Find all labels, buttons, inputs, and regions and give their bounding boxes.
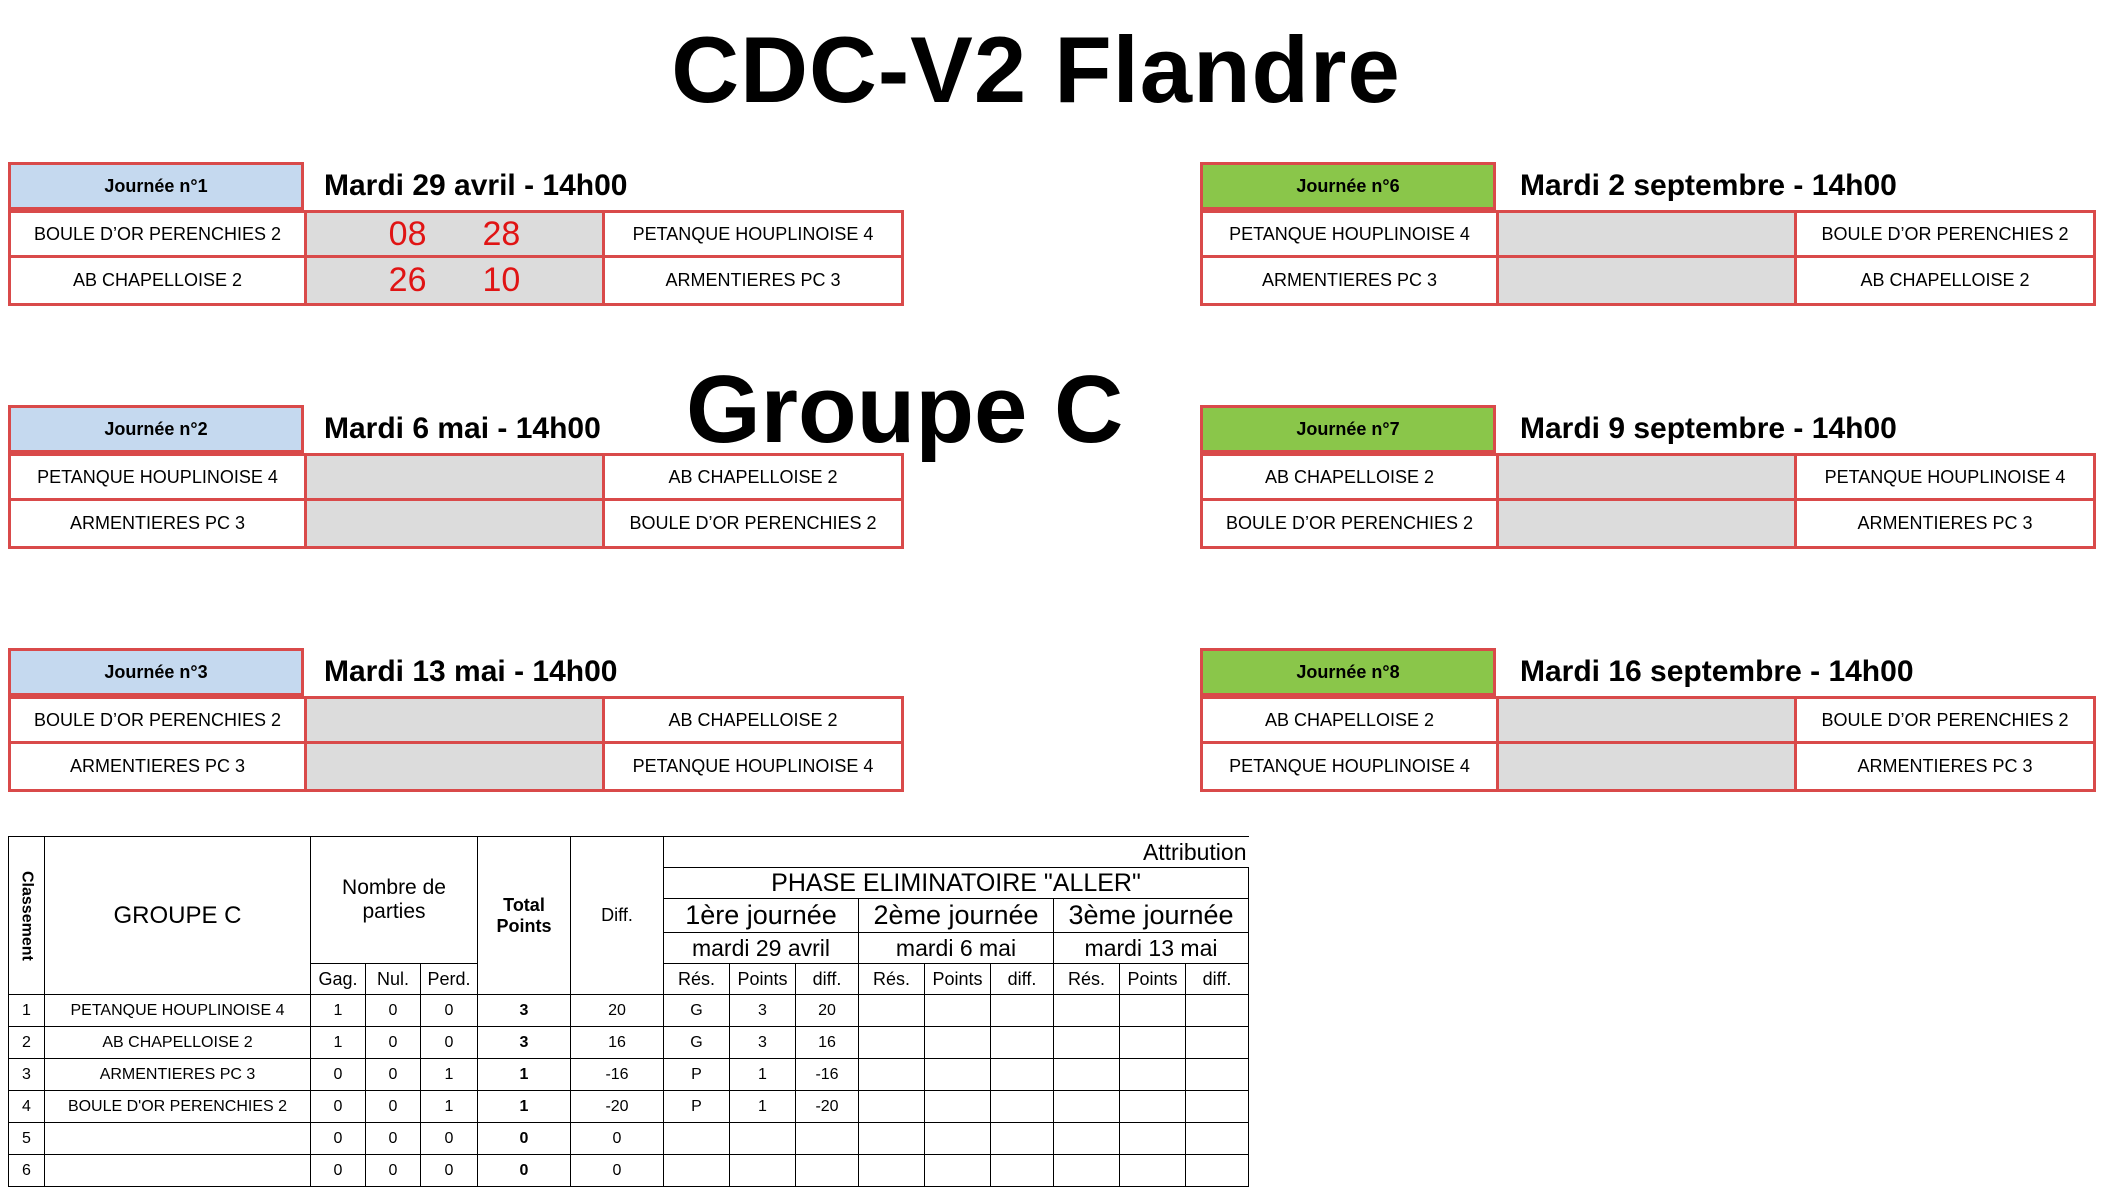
rank-cell: 1 (9, 995, 45, 1027)
round-3-name: 3ème journée (1054, 899, 1249, 933)
score-away: 28 (482, 214, 521, 253)
score-home: 08 (388, 214, 427, 253)
header-perd: Perd. (421, 964, 478, 995)
round-cell (796, 1155, 859, 1187)
away-team: BOULE D’OR PERENCHIES 2 (629, 513, 877, 533)
round-cell (796, 1123, 859, 1155)
total-cell: 3 (478, 1027, 571, 1059)
rank-cell: 5 (9, 1123, 45, 1155)
round-cell: -16 (796, 1059, 859, 1091)
gag-cell: 0 (311, 1091, 366, 1123)
round-cell (1120, 1155, 1186, 1187)
team-cell: ARMENTIERES PC 3 (45, 1059, 311, 1091)
round-cell (1120, 1027, 1186, 1059)
journee-label: Journée n°7 (1200, 405, 1496, 453)
score-box (1499, 744, 1797, 789)
round-1-name: 1ère journée (664, 899, 859, 933)
round-cell: 1 (730, 1059, 796, 1091)
away-team: ARMENTIERES PC 3 (1857, 756, 2033, 776)
home-team: PETANQUE HOUPLINOISE 4 (11, 456, 307, 498)
rank-cell: 6 (9, 1155, 45, 1187)
round-cell: 3 (730, 1027, 796, 1059)
score-box (1499, 258, 1797, 303)
diff-cell: 20 (571, 995, 664, 1027)
away-team: BOULE D’OR PERENCHIES 2 (1821, 223, 2069, 244)
team-cell: AB CHAPELLOISE 2 (45, 1027, 311, 1059)
round-cell (1186, 1155, 1249, 1187)
home-team: ARMENTIERES PC 3 (11, 744, 307, 789)
round-cell: G (664, 1027, 730, 1059)
round-cell: P (664, 1059, 730, 1091)
header-points: Points (730, 964, 796, 995)
round-cell (991, 1027, 1054, 1059)
round-cell (925, 1059, 991, 1091)
score-box (307, 213, 605, 255)
round-cell (925, 1091, 991, 1123)
home-team: BOULE D’OR PERENCHIES 2 (11, 699, 307, 741)
round-cell (1186, 1059, 1249, 1091)
round-cell (730, 1155, 796, 1187)
team-cell: BOULE D'OR PERENCHIES 2 (45, 1091, 311, 1123)
rank-cell: 4 (9, 1091, 45, 1123)
round-cell (1186, 1091, 1249, 1123)
header-classement: Classement (9, 837, 45, 995)
round-cell: 1 (730, 1091, 796, 1123)
page-title: CDC-V2 Flandre (671, 17, 1401, 122)
score-box (307, 258, 605, 303)
round-cell (1120, 1123, 1186, 1155)
journee-label: Journée n°2 (8, 405, 304, 453)
match-row (8, 210, 904, 258)
journee-block (8, 648, 904, 796)
rank-cell: 2 (9, 1027, 45, 1059)
match-row (1200, 501, 2096, 549)
header-res: Rés. (859, 964, 925, 995)
header-nombre-parties: Nombre de parties (311, 837, 478, 964)
nul-cell: 0 (366, 1091, 421, 1123)
score-box (307, 699, 605, 741)
diff-cell: -16 (571, 1059, 664, 1091)
round-cell (664, 1155, 730, 1187)
gag-cell: 0 (311, 1155, 366, 1187)
score-box (307, 456, 605, 498)
round-cell (1054, 1123, 1120, 1155)
journee-label: Journée n°6 (1200, 162, 1496, 210)
round-cell (1186, 1027, 1249, 1059)
total-cell: 1 (478, 1059, 571, 1091)
away-team: PETANQUE HOUPLINOISE 4 (632, 756, 874, 776)
team-cell (45, 1123, 311, 1155)
round-cell (925, 995, 991, 1027)
perd-cell: 0 (421, 1027, 478, 1059)
round-cell (991, 1059, 1054, 1091)
ranking-table (8, 836, 1249, 1187)
header-phase: PHASE ELIMINATOIRE "ALLER" (664, 868, 1249, 899)
nul-cell: 0 (366, 1059, 421, 1091)
header-total-points: Total Points (478, 837, 571, 995)
score-box (1499, 456, 1797, 498)
score-box (1499, 501, 1797, 546)
journee-label: Journée n°3 (8, 648, 304, 696)
table-row (9, 1123, 1249, 1155)
journee-label: Journée n°8 (1200, 648, 1496, 696)
round-1-date: mardi 29 avril (664, 933, 859, 964)
journee-block (1200, 162, 2096, 310)
header-res: Rés. (664, 964, 730, 995)
header-rdiff: diff. (991, 964, 1054, 995)
diff-cell: 0 (571, 1123, 664, 1155)
match-row (8, 258, 904, 306)
total-cell: 0 (478, 1155, 571, 1187)
round-cell (730, 1123, 796, 1155)
away-team: ARMENTIERES PC 3 (665, 270, 841, 290)
round-2-name: 2ème journée (859, 899, 1054, 933)
total-cell: 0 (478, 1123, 571, 1155)
away-team: AB CHAPELLOISE 2 (668, 466, 838, 487)
journee-date: Mardi 29 avril - 14h00 (324, 169, 628, 202)
round-cell: G (664, 995, 730, 1027)
perd-cell: 0 (421, 1123, 478, 1155)
round-cell (1054, 1155, 1120, 1187)
round-cell (859, 1123, 925, 1155)
journee-date: Mardi 2 septembre - 14h00 (1520, 169, 1897, 202)
score-box (1499, 699, 1797, 741)
gag-cell: 1 (311, 995, 366, 1027)
round-cell (991, 1091, 1054, 1123)
journee-date: Mardi 6 mai - 14h00 (324, 412, 601, 445)
away-team: AB CHAPELLOISE 2 (668, 709, 838, 730)
match-row (1200, 696, 2096, 744)
away-team: AB CHAPELLOISE 2 (1860, 270, 2030, 290)
round-2-date: mardi 6 mai (859, 933, 1054, 964)
perd-cell: 1 (421, 1091, 478, 1123)
round-cell (925, 1155, 991, 1187)
journee-block (1200, 405, 2096, 553)
score-home: 26 (388, 261, 427, 299)
round-cell (859, 1059, 925, 1091)
nul-cell: 0 (366, 995, 421, 1027)
header-nul: Nul. (366, 964, 421, 995)
journee-block (8, 405, 904, 553)
round-cell (991, 1123, 1054, 1155)
round-cell: 3 (730, 995, 796, 1027)
round-cell: P (664, 1091, 730, 1123)
round-cell: -20 (796, 1091, 859, 1123)
journee-date: Mardi 13 mai - 14h00 (324, 655, 618, 688)
diff-cell: 0 (571, 1155, 664, 1187)
round-cell: 20 (796, 995, 859, 1027)
round-cell (1186, 1123, 1249, 1155)
round-cell (925, 1123, 991, 1155)
match-row (8, 696, 904, 744)
perd-cell: 1 (421, 1059, 478, 1091)
team-cell (45, 1155, 311, 1187)
match-row (1200, 744, 2096, 792)
nul-cell: 0 (366, 1027, 421, 1059)
match-row (8, 501, 904, 549)
away-team: ARMENTIERES PC 3 (1857, 513, 2033, 533)
perd-cell: 0 (421, 1155, 478, 1187)
away-team: PETANQUE HOUPLINOISE 4 (1824, 466, 2066, 487)
score-away: 10 (482, 261, 521, 299)
round-cell (859, 1027, 925, 1059)
table-row (9, 1091, 1249, 1123)
gag-cell: 1 (311, 1027, 366, 1059)
round-cell (1120, 1059, 1186, 1091)
round-cell (1120, 1091, 1186, 1123)
table-row (9, 1059, 1249, 1091)
header-rdiff: diff. (796, 964, 859, 995)
round-cell (859, 1155, 925, 1187)
home-team: PETANQUE HOUPLINOISE 4 (1203, 213, 1499, 255)
nul-cell: 0 (366, 1155, 421, 1187)
home-team: AB CHAPELLOISE 2 (11, 258, 307, 303)
match-row (8, 453, 904, 501)
home-team: BOULE D’OR PERENCHIES 2 (11, 213, 307, 255)
match-row (1200, 453, 2096, 501)
journee-date: Mardi 16 septembre - 14h00 (1520, 655, 1914, 688)
header-diff: Diff. (571, 837, 664, 995)
header-res: Rés. (1054, 964, 1120, 995)
journee-date: Mardi 9 septembre - 14h00 (1520, 412, 1897, 445)
home-team: PETANQUE HOUPLINOISE 4 (1203, 744, 1499, 789)
round-cell (1054, 1027, 1120, 1059)
header-points: Points (1120, 964, 1186, 995)
round-cell (1054, 1059, 1120, 1091)
match-row (8, 744, 904, 792)
rank-cell: 3 (9, 1059, 45, 1091)
round-cell (1186, 995, 1249, 1027)
round-cell (925, 1027, 991, 1059)
nul-cell: 0 (366, 1123, 421, 1155)
header-rdiff: diff. (1186, 964, 1249, 995)
round-3-date: mardi 13 mai (1054, 933, 1249, 964)
header-group: GROUPE C (45, 837, 311, 995)
round-cell (1054, 1091, 1120, 1123)
home-team: AB CHAPELLOISE 2 (1203, 456, 1499, 498)
journee-block (8, 162, 904, 310)
team-cell: PETANQUE HOUPLINOISE 4 (45, 995, 311, 1027)
round-cell (991, 1155, 1054, 1187)
match-row (1200, 210, 2096, 258)
away-team: PETANQUE HOUPLINOISE 4 (632, 223, 874, 244)
group-title: Groupe C (686, 356, 1124, 463)
round-cell (859, 1091, 925, 1123)
home-team: ARMENTIERES PC 3 (1203, 258, 1499, 303)
perd-cell: 0 (421, 995, 478, 1027)
round-cell (664, 1123, 730, 1155)
score-box (307, 501, 605, 546)
header-gag: Gag. (311, 964, 366, 995)
gag-cell: 0 (311, 1059, 366, 1091)
table-row (9, 1155, 1249, 1187)
diff-cell: 16 (571, 1027, 664, 1059)
match-row (1200, 258, 2096, 306)
round-cell: 16 (796, 1027, 859, 1059)
home-team: ARMENTIERES PC 3 (11, 501, 307, 546)
round-cell (1054, 995, 1120, 1027)
header-points: Points (925, 964, 991, 995)
home-team: AB CHAPELLOISE 2 (1203, 699, 1499, 741)
total-cell: 3 (478, 995, 571, 1027)
home-team: BOULE D’OR PERENCHIES 2 (1203, 501, 1499, 546)
round-cell (991, 995, 1054, 1027)
score-box (1499, 213, 1797, 255)
journee-block (1200, 648, 2096, 796)
round-cell (859, 995, 925, 1027)
gag-cell: 0 (311, 1123, 366, 1155)
journee-label: Journée n°1 (8, 162, 304, 210)
table-row (9, 1027, 1249, 1059)
header-attribution: Attribution (664, 837, 1249, 868)
table-row (9, 995, 1249, 1027)
diff-cell: -20 (571, 1091, 664, 1123)
away-team: BOULE D’OR PERENCHIES 2 (1821, 709, 2069, 730)
round-cell (1120, 995, 1186, 1027)
score-box (307, 744, 605, 789)
total-cell: 1 (478, 1091, 571, 1123)
